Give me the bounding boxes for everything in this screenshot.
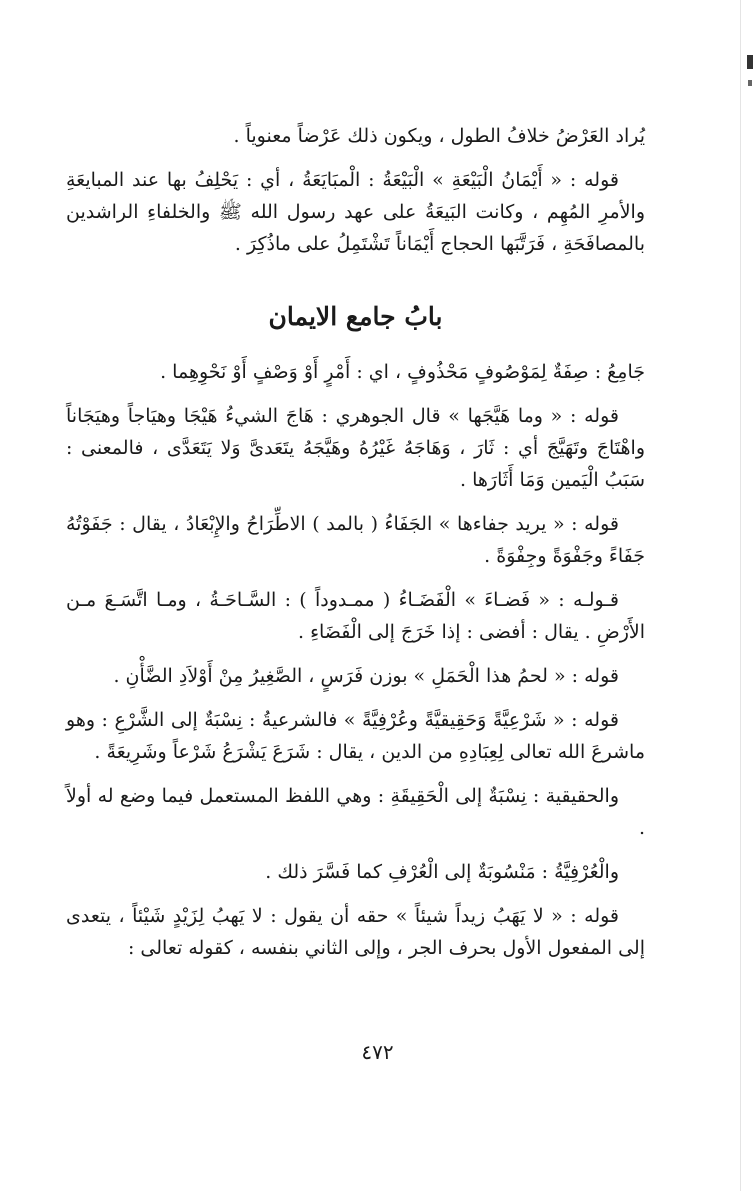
page-edge [740,0,755,1191]
paragraph: قـولـه : « فَضـاءَ » الْفَضَـاءُ ( ممـدوداً ) : السَّـاحَـةُ ، ومـا اتَّسَـعَ مـن الأَرْضِ . يقال : أفضى : إذا خَرَجَ إلى الْفَضَاءِ . [66,589,645,643]
paragraph: جَامِعُ : صِفَةٌ لِمَوْصُوفٍ مَحْذُوفٍ ، اي : أَمْرٍ أَوْ وَصْفٍ أَوْ نَحْوِهِما . [160,361,645,383]
edge-mark [748,80,752,86]
page-number: ٤٧٢ [361,1040,394,1064]
paragraph: يُراد العَرْضُ خلافُ الطول ، ويكون ذلك عَرْضاً معنوياً . [233,125,645,147]
edge-mark [747,55,753,69]
paragraph: قوله : « لحمُ هذا الْحَمَلِ » بوزن فَرَسٍ ، الصَّغِيرُ مِنْ أَوْلاَدِ الضَّأْنِ . [113,665,619,687]
paragraph: قوله : « لا يَهَبُ زيداً شيئاً » حقه أن يقول : لا يَهبُ لِزَيْدٍ شَيْئاً ، يتعدى إلى المفعول الأول بحرف الجر ، وإلى الثاني بنفسه ، كقوله تعالى : [66,905,645,959]
paragraph: قوله : « شَرْعِيَّةً وَحَقِيقيَّةً وعُرْفِيَّةً » فالشرعيةُ : نِسْبَةٌ إلى الشَّرْعِ : وهو ماشرعَ الله تعالى لِعِبَادِهِ من الدين ، يقال : شَرَعَ يَشْرَعُ شَرْعاً وشَرِيعَةً . [66,709,645,763]
chapter-heading: بابُ جامع الايمان [268,302,443,331]
paragraph: قوله : « أَيْمَانُ الْبَيْعَةِ » الْبَيْعَةُ : الْمبَايَعَةُ ، أي : يَحْلِفُ بها عند المبايعَةِ والأمرِ المُهِم ، وكانت البَيعَةُ على عهد رسول الله ﷺ والخلفاءِ الراشدين بالمصافَحَةِ ، فَرَتَّبَها الحجاج أَيْمَاناً تَشْتَمِلُ على ماذُكِرَ . [66,169,645,255]
paragraph: قوله : « يريد جفاءها » الجَفَاءُ ( بالمد ) الاطِّرَاحُ والإِبْعَادُ ، يقال : جَفَوْتُهُ جَفَاءً وجَفْوَةً وجِفْوَةً . [66,513,645,567]
paragraph: والْعُرْفِيَّةُ : مَنْسُوبَةٌ إلى الْعُرْفِ كما فَسَّرَ ذلك . [265,861,619,883]
paragraph: والحقيقية : نِسْبَةٌ إلى الْحَقِيقَةِ : وهي اللفظ المستعمل فيما وضع له أولاً . [66,785,645,839]
paragraph: قوله : « وما هَيَّجَها » قال الجوهري : هَاجَ الشيءُ هَيْجَا وهيَاجاً وهيَجَاناً واهْتَاجَ وتَهَيَّجَ أي : ثَارَ ، وَهَاجَهُ غَيْرُهُ وهَيَّجَهُ يتَعَدىَّ وَلا يَتَعَدَّى ، فالمعنى : سَبَبُ الْيَمين وَمَا أَثَارَها . [66,405,645,491]
page-body [66,120,645,976]
